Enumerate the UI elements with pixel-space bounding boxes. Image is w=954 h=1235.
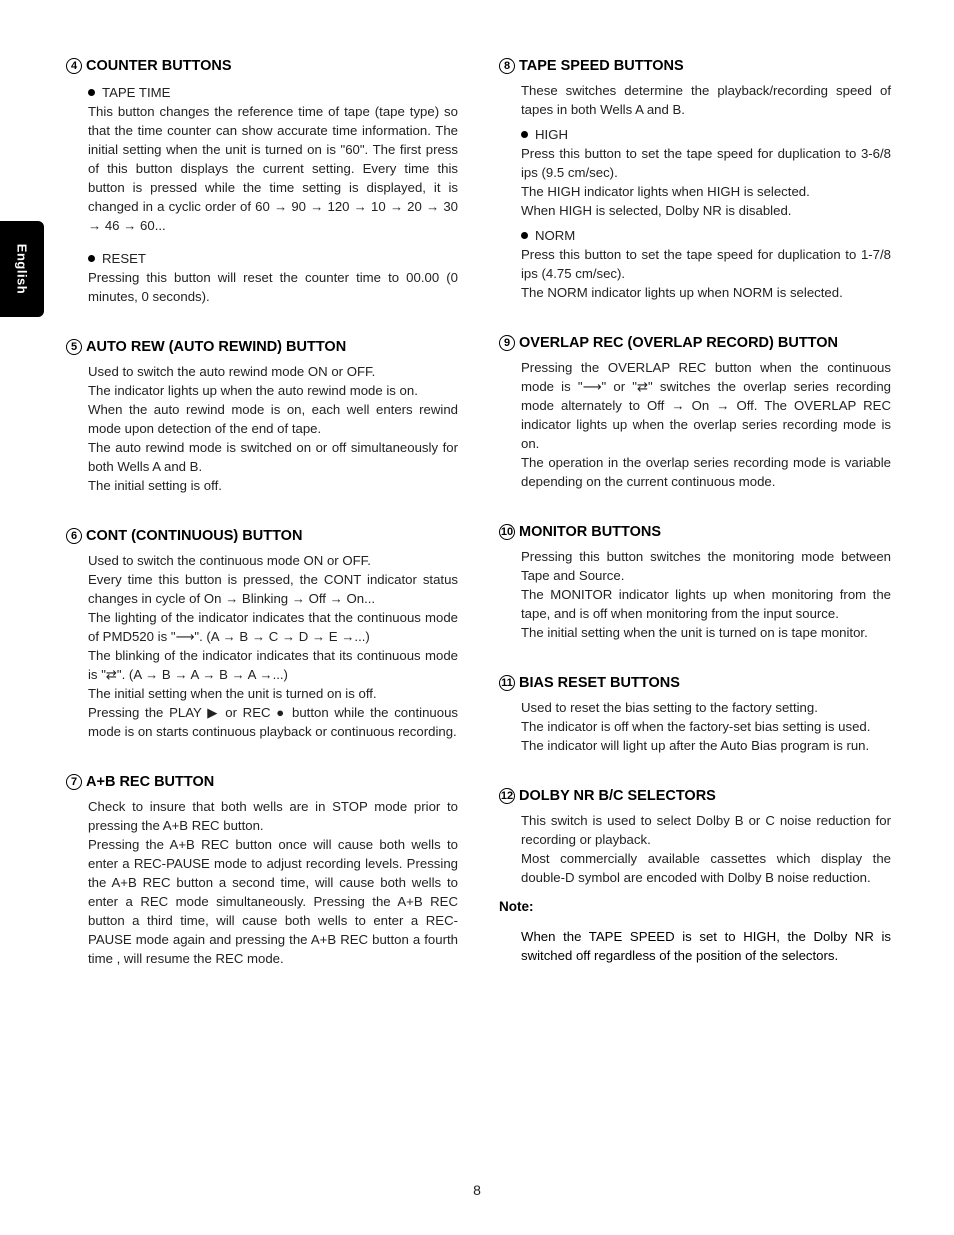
section-number: 11 [499,675,515,691]
section-heading [499,785,891,807]
paragraph: This switch is used to select Dolby B or C noise reduction for recording or playback. [521,813,891,847]
section-number: 12 [500,790,514,802]
paragraph: When HIGH is selected, Dolby NR is disabled. [521,203,792,218]
paragraph: Most commercially available cassettes which display the double-D symbol are encoded with Dolby B noise reduction. [521,851,891,885]
paragraph: These switches determine the playback/recording speed of tapes in both Wells A and B. [521,83,891,117]
language-tab [0,221,44,317]
section-title: TAPE SPEED BUTTONS [519,58,684,74]
bullet-label: RESET [102,251,146,266]
section-title: A+B REC BUTTON [86,774,215,790]
section-title: BIAS RESET BUTTONS [519,675,680,691]
paragraph: Pressing the A+B REC button once will cause both wells to enter a REC-PAUSE mode to adjust recording levels. Pressing the A+B REC button a second time, will cause both wells to enter a REC mode simultaneously. Pressing the A+B REC button a third time, will cause both wells to enter a REC-PAUSE mode again and pressing the A+B REC button a fourth time , will resume the REC mode. [88,837,458,966]
paragraph: The indicator lights up when the auto rewind mode is on. [88,383,418,398]
left-column [66,55,458,998]
section-auto-rew [66,336,458,495]
bullet-dot-icon [521,131,528,138]
section-heading [499,332,891,354]
paragraph: The NORM indicator lights up when NORM is selected. [521,285,843,300]
paragraph: Pressing the PLAY ▶ or REC ● button while the continuous mode is on starts continuous playback or continuous recording. [88,705,458,739]
section-body [66,83,458,306]
section-heading [66,771,458,793]
bullet-dot-icon [88,255,95,262]
paragraph: Check to insure that both wells are in STOP mode prior to pressing the A+B REC button. [88,799,458,833]
language-tab-label: English [14,243,30,295]
section-cont [66,525,458,741]
section-heading [66,525,458,547]
section-dolby-nr [499,785,891,887]
bullet-dot-icon [88,89,95,96]
section-title: AUTO REW (AUTO REWIND) BUTTON [86,339,347,355]
section-title: COUNTER BUTTONS [86,58,232,74]
bullet-item [521,125,891,144]
paragraph: Press this button to set the tape speed for duplication to 3-6/8 ips (9.5 cm/sec). [521,146,891,180]
section-heading [66,55,458,77]
section-number: 7 [66,774,82,790]
section-body [499,358,891,491]
paragraph: This button changes the reference time of tape (tape type) so that the time counter can show accurate time information. The initial setting when the unit is turned on is "60". The first press of this button displays the current setting. Every time this button is pressed while the time setting is displayed, it is changed in a cyclic order of 60 → 90 → 120 → 10 → 20 → 30 → 46 → 60... [88,104,458,233]
paragraph: The indicator is off when the factory-set bias setting is used. [521,719,871,734]
section-monitor [499,521,891,642]
paragraph: The indicator will light up after the Auto Bias program is run. [521,738,870,753]
section-body [499,811,891,887]
paragraph: Used to reset the bias setting to the factory setting. [521,700,818,715]
section-body [499,547,891,642]
section-overlap-rec [499,332,891,491]
section-title: MONITOR BUTTONS [519,524,662,540]
bullet-label: NORM [535,228,576,243]
page-number: 8 [473,1182,481,1198]
bullet-item [88,249,458,268]
paragraph: Every time this button is pressed, the CONT indicator status changes in cycle of On → Blinking → Off → On... [88,572,458,606]
paragraph: Pressing this button switches the monitoring mode between Tape and Source. [521,549,891,583]
bullet-dot-icon [521,232,528,239]
paragraph: The operation in the overlap series recording mode is variable depending on the current continuous mode. [521,455,891,489]
section-title: CONT (CONTINUOUS) BUTTON [86,528,303,544]
paragraph: The initial setting when the unit is turned on is tape monitor. [521,625,868,640]
section-body [66,797,458,968]
paragraph: Press this button to set the tape speed for duplication to 1-7/8 ips (4.75 cm/sec). [521,247,891,281]
section-body [499,81,891,302]
section-title: DOLBY NR B/C SELECTORS [519,788,716,804]
paragraph: When the auto rewind mode is on, each well enters rewind mode upon detection of the end of tape. [88,402,458,436]
paragraph: The auto rewind mode is switched on or off simultaneously for both Wells A and B. [88,440,458,474]
section-body [66,362,458,495]
section-number: 4 [66,58,82,74]
section-number: 6 [66,528,82,544]
section-heading [499,521,891,543]
paragraph: Used to switch the auto rewind mode ON or OFF. [88,364,376,379]
section-bias-reset [499,672,891,755]
bullet-label: TAPE TIME [102,85,171,100]
note-block [499,899,891,965]
bullet-label: HIGH [535,127,568,142]
section-counter-buttons [66,55,458,306]
paragraph: Pressing this button will reset the counter time to 00.00 (0 minutes, 0 seconds). [88,270,458,304]
paragraph: The lighting of the indicator indicates that the continuous mode of PMD520 is "⟶". (A → B → C → D → E →...) [88,610,458,644]
paragraph: The blinking of the indicator indicates that its continuous mode is "⇄". (A → B → A → B → A →...) [88,648,458,682]
section-number: 10 [500,526,514,538]
section-number: 8 [499,58,515,74]
paragraph: The MONITOR indicator lights up when monitoring from the tape, and is off when monitoring from the input source. [521,587,891,621]
bullet-item [521,226,891,245]
bullet-item [88,83,458,102]
paragraph: The initial setting when the unit is turned on is off. [88,686,377,701]
note-label: Note: [499,899,534,914]
section-heading [66,336,458,358]
section-number: 9 [499,335,515,351]
section-ab-rec [66,771,458,968]
paragraph: The HIGH indicator lights when HIGH is selected. [521,184,810,199]
note-text: When the TAPE SPEED is set to HIGH, the Dolby NR is switched off regardless of the position of the selectors. [521,929,891,964]
section-tape-speed [499,55,891,302]
section-heading [499,55,891,77]
right-column [499,55,891,978]
paragraph: Pressing the OVERLAP REC button when the continuous mode is "⟶" or "⇄" switches the overlap series recording mode alternately to Off → On → Off. The OVERLAP REC indicator lights up when the overlap series recording mode is on. [521,360,891,451]
section-title: OVERLAP REC (OVERLAP RECORD) BUTTON [519,335,839,351]
section-body [499,698,891,755]
paragraph: Used to switch the continuous mode ON or OFF. [88,553,371,568]
section-body [66,551,458,741]
section-heading [499,672,891,694]
section-number: 5 [66,339,82,355]
paragraph: The initial setting is off. [88,478,222,493]
